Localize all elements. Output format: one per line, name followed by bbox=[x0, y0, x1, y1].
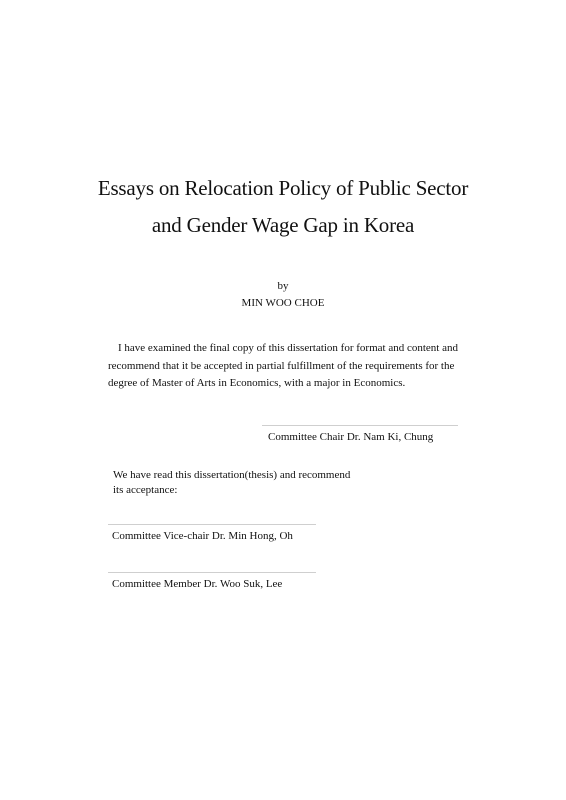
read-statement-line-1: We have read this dissertation(thesis) and recommend bbox=[113, 469, 351, 481]
title-line-2: and Gender Wage Gap in Korea bbox=[151, 213, 415, 237]
title-line-1: Essays on Relocation Policy of Public Sector bbox=[97, 176, 469, 200]
read-statement bbox=[113, 468, 373, 498]
committee-vice-chair-label: Committee Vice-chair Dr. Min Hong, Oh bbox=[112, 530, 293, 542]
approval-statement: I have examined the final copy of this dissertation for format and content and recommend that it be accepted in partial fulfillment of the requirements for the degree of Master of Arts in Economics, with a major in Economics. bbox=[108, 342, 458, 389]
author-name: MIN WOO CHOE bbox=[241, 297, 325, 309]
read-statement-line-2: its acceptance: bbox=[113, 484, 178, 496]
chair-signature-line bbox=[262, 425, 458, 426]
by-label: by bbox=[277, 280, 289, 292]
committee-chair-label: Committee Chair Dr. Nam Ki, Chung bbox=[268, 431, 434, 443]
member-signature-line bbox=[108, 572, 316, 573]
committee-member-label: Committee Member Dr. Woo Suk, Lee bbox=[112, 578, 283, 590]
vice-chair-signature-line bbox=[108, 524, 316, 525]
